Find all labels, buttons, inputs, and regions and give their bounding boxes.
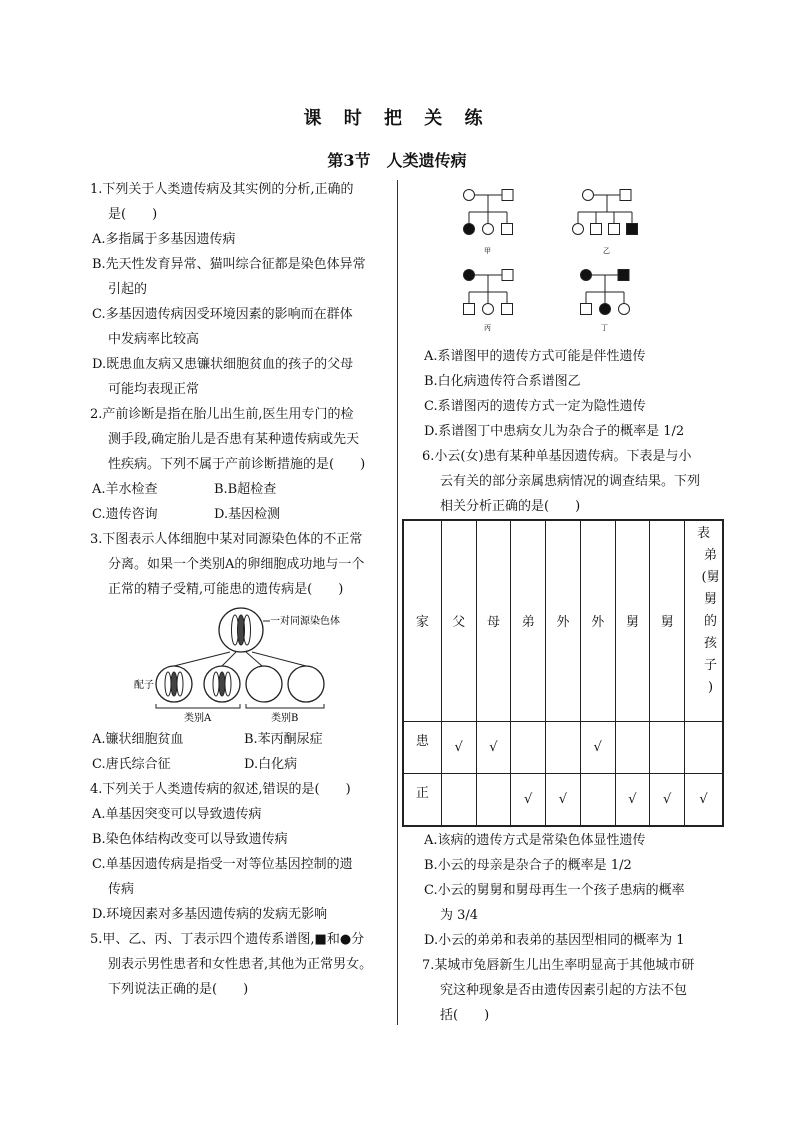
q1-option-c: C.多基因遗传病因受环境因素的影响而在群体 <box>92 307 353 322</box>
q3-option-c: C.唐氏综合征 <box>92 757 171 772</box>
sick-cell <box>650 721 685 773</box>
table-row-normal <box>403 773 723 826</box>
check-mark: √ <box>663 791 672 807</box>
q5-option-d: D.系谱图丁中患病女儿为杂合子的概率是 1/2 <box>424 424 685 439</box>
table-header-cell: 弟 <box>511 520 546 721</box>
q6-option-a: A.该病的遗传方式是常染色体显性遗传 <box>424 833 646 848</box>
table-header-cell: 父 <box>441 520 476 721</box>
q2-stem-cont2: 性疾病。下列不属于产前诊断措施的是( ) <box>108 457 366 472</box>
cousin-header-char: 舅 <box>704 592 718 607</box>
check-mark: √ <box>558 791 568 807</box>
q2-stem: 2.产前诊断是指在胎儿出生前,医生用专门的检 <box>90 407 354 422</box>
cousin-header-char: 子 <box>704 658 718 673</box>
chromosome-segregation-figure <box>130 604 370 726</box>
normal-row-label: 正 <box>403 773 441 826</box>
q3-option-b: B.苯丙酮尿症 <box>244 732 323 747</box>
q4-option-c: C.单基因遗传病是指受一对等位基因控制的遗 <box>92 857 353 872</box>
q5-option-c: C.系谱图丙的遗传方式一定为隐性遗传 <box>424 399 646 414</box>
normal-cell <box>476 773 511 826</box>
sick-cell <box>615 721 650 773</box>
q7-stem-cont2: 括( ) <box>440 1008 490 1023</box>
section-subtitle: 第3节 人类遗传病 <box>327 151 467 170</box>
table-header-cell-cousin <box>685 520 723 721</box>
q4-option-a: A.单基因突变可以导致遗传病 <box>92 807 262 822</box>
normal-cell <box>615 773 650 826</box>
q1-option-d-cont: 可能均表现正常 <box>108 382 200 397</box>
table-corner-cell: 家 <box>403 520 441 721</box>
table-header-cell: 外 <box>546 520 581 721</box>
sick-cell <box>511 721 546 773</box>
q5-stem-cont1: 别表示男性患者和女性患者,其他为正常男女。 <box>108 957 373 972</box>
q4-option-c-cont: 传病 <box>108 882 135 897</box>
table-row-sick <box>403 721 723 773</box>
q2-option-b: B.B超检查 <box>214 482 277 497</box>
check-mark: √ <box>454 739 463 755</box>
cousin-header-char: 孩 <box>704 636 718 651</box>
q4-option-d: D.环境因素对多基因遗传病的发病无影响 <box>92 907 328 922</box>
table-header-row <box>403 520 723 721</box>
q1-option-b: B.先天性发育异常、猫叫综合征都是染色体异常 <box>92 257 366 272</box>
sick-cell <box>685 721 723 773</box>
q6-stem-cont2: 相关分析正确的是( ) <box>440 499 581 514</box>
q3-option-a: A.镰状细胞贫血 <box>92 732 184 747</box>
q5-option-b: B.白化病遗传符合系谱图乙 <box>424 374 581 389</box>
pedigree-label-bing: 丙 <box>484 324 491 332</box>
homologous-pair-label: 一对同源染色体 <box>270 616 340 627</box>
q2-option-c: C.遗传咨询 <box>92 507 158 522</box>
category-b-label: 类别B <box>271 713 299 724</box>
q5-stem-cont2: 下列说法正确的是( ) <box>108 982 249 997</box>
sick-cell <box>441 721 476 773</box>
q1-stem-cont: 是( ) <box>108 207 158 222</box>
q3-stem: 3.下图表示人体细胞中某对同源染色体的不正常 <box>90 532 363 547</box>
table-header-cell: 舅 <box>650 520 685 721</box>
q6-option-c-cont: 为 3/4 <box>440 908 479 923</box>
sick-cell <box>546 721 581 773</box>
pedigree-ding <box>581 270 630 333</box>
q1-option-c-cont: 中发病率比较高 <box>108 332 200 347</box>
q3-option-d: D.白化病 <box>244 757 298 772</box>
pedigree-bing <box>464 270 514 333</box>
q6-stem: 6.小云(女)患有某种单基因遗传病。下表是与小 <box>422 449 692 464</box>
table-header-cell: 外 <box>580 520 615 721</box>
survey-table <box>402 519 724 827</box>
normal-cell <box>685 773 723 826</box>
pedigree-figures <box>450 184 650 334</box>
q1-option-d: D.既患血友病又患镰状细胞贫血的孩子的父母 <box>92 357 354 372</box>
q1-option-a: A.多指属于多基因遗传病 <box>92 232 236 247</box>
sick-row-label: 患 <box>403 721 441 773</box>
table-header-cell: 舅 <box>615 520 650 721</box>
q3-stem-cont2: 正常的精子受精,可能患的遗传病是( ) <box>108 582 344 597</box>
q6-option-b: B.小云的母亲是杂合子的概率是 1/2 <box>424 858 632 873</box>
q4-stem: 4.下列关于人类遗传病的叙述,错误的是( ) <box>90 782 351 797</box>
table-header-cell: 母 <box>476 520 511 721</box>
q2-option-d: D.基因检测 <box>214 507 281 522</box>
q1-option-b-cont: 引起的 <box>108 282 148 297</box>
q1-stem: 1.下列关于人类遗传病及其实例的分析,正确的 <box>90 182 354 197</box>
cousin-header-char: 弟 <box>704 548 718 563</box>
column-divider <box>397 180 398 1025</box>
check-mark: √ <box>593 739 602 755</box>
pedigree-label-ding: 丁 <box>601 324 608 332</box>
q7-stem: 7.某城市兔唇新生儿出生率明显高于其他城市研 <box>422 958 695 973</box>
cousin-header-char: ) <box>708 680 714 695</box>
normal-cell <box>580 773 615 826</box>
pedigree-yi <box>573 190 638 256</box>
q6-stem-cont1: 云有关的部分亲属患病情况的调查结果。下列 <box>440 474 701 489</box>
cousin-header-char: (舅 <box>701 570 720 585</box>
q6-option-d: D.小云的弟弟和表弟的基因型相同的概率为 1 <box>424 933 685 948</box>
sick-cell <box>476 721 511 773</box>
check-mark: √ <box>628 791 637 807</box>
check-mark: √ <box>489 739 498 755</box>
q6-option-c: C.小云的舅舅和舅母再生一个孩子患病的概率 <box>424 883 685 898</box>
pedigree-jia <box>464 190 514 256</box>
normal-cell <box>441 773 476 826</box>
pedigree-label-yi: 乙 <box>603 247 610 255</box>
page-title: 课 时 把 关 练 <box>303 108 491 129</box>
category-a-label: 类别A <box>184 713 212 724</box>
check-mark: √ <box>699 791 708 807</box>
q5-stem: 5.甲、乙、丙、丁表示四个遗传系谱图,■和●分 <box>90 932 365 947</box>
check-mark: √ <box>524 791 533 807</box>
pedigree-label-jia: 甲 <box>484 247 491 255</box>
q3-stem-cont1: 分离。如果一个类别A的卵细胞成功地与一个 <box>108 557 365 572</box>
q7-stem-cont1: 究这种现象是否由遗传因素引起的方法不包 <box>440 983 688 998</box>
normal-cell <box>511 773 546 826</box>
gamete-label: 配子 <box>134 680 154 691</box>
q4-option-b: B.染色体结构改变可以导致遗传病 <box>92 832 288 847</box>
q2-option-a: A.羊水检查 <box>92 482 158 497</box>
sick-cell <box>580 721 615 773</box>
q5-option-a: A.系谱图甲的遗传方式可能是伴性遗传 <box>424 349 646 364</box>
normal-cell <box>546 773 581 826</box>
normal-cell <box>650 773 685 826</box>
cousin-header-char: 的 <box>704 614 718 629</box>
cousin-header-char: 表 <box>697 526 711 541</box>
q2-stem-cont1: 测手段,确定胎儿是否患有某种遗传病或先天 <box>108 432 360 447</box>
